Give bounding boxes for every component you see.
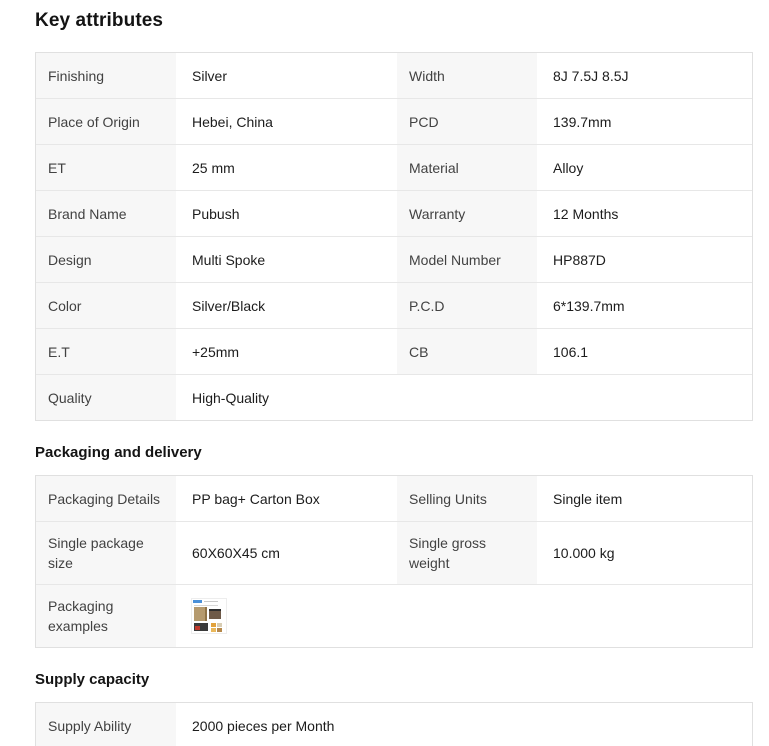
- thumb-pallet-photo: [209, 609, 221, 619]
- table-row: [36, 283, 752, 329]
- thumb-carton-photo: [194, 607, 207, 621]
- attribute-value: High-Quality: [192, 389, 270, 406]
- attribute-value: 60X60X45 cm: [192, 545, 280, 561]
- table-row: [36, 329, 752, 375]
- attribute-label: Supply Ability: [36, 703, 176, 746]
- attribute-label: Place of Origin: [36, 99, 176, 144]
- section-title: Key attributes: [35, 10, 164, 31]
- attribute-value: 106.1: [553, 343, 589, 360]
- attribute-value: Pubush: [192, 205, 240, 222]
- table-row: [36, 99, 752, 145]
- section-title: Packaging and delivery: [35, 444, 202, 461]
- attribute-value: 6*139.7mm: [553, 297, 625, 314]
- attribute-label: PCD: [397, 99, 537, 144]
- attribute-value: 10.000 kg: [553, 545, 615, 561]
- table-row: [36, 522, 752, 585]
- attribute-value: PP bag+ Carton Box: [192, 490, 320, 507]
- attribute-label: CB: [397, 329, 537, 374]
- attribute-label: Model Number: [397, 237, 537, 282]
- section-title: Supply capacity: [35, 671, 150, 688]
- attribute-value: 8J 7.5J 8.5J: [553, 67, 629, 84]
- thumb-text-line: [204, 601, 218, 602]
- thumb-color-swatch: [217, 623, 222, 627]
- attribute-label: Quality: [36, 375, 176, 420]
- attribute-label: Color: [36, 283, 176, 328]
- attribute-value: 2000 pieces per Month: [192, 717, 335, 734]
- attribute-value: 25 mm: [192, 159, 235, 176]
- attribute-table: [35, 52, 753, 421]
- attribute-label: Packaging Details: [36, 476, 176, 521]
- table-row: [36, 476, 752, 522]
- thumb-color-swatch: [217, 628, 222, 632]
- attribute-value: 139.7mm: [553, 113, 612, 130]
- thumb-text-line: [194, 605, 218, 606]
- attribute-label: Packaging examples: [36, 585, 176, 647]
- attribute-label: Design: [36, 237, 176, 282]
- table-row: [36, 585, 752, 647]
- attribute-label: Warranty: [397, 191, 537, 236]
- section-key-attributes: [35, 9, 737, 421]
- table-row: [36, 53, 752, 99]
- section-supply-capacity: [35, 671, 737, 746]
- attribute-value: Multi Spoke: [192, 251, 266, 268]
- attribute-label: Brand Name: [36, 191, 176, 236]
- attribute-label: Selling Units: [397, 476, 537, 521]
- table-row: [36, 375, 752, 420]
- table-row: [36, 191, 752, 237]
- attribute-value: Hebei, China: [192, 113, 273, 130]
- thumb-color-swatch: [211, 628, 216, 632]
- attribute-value: Single item: [553, 490, 623, 507]
- attribute-value: [176, 585, 752, 647]
- thumb-blue-bar: [193, 600, 202, 603]
- attribute-table: [35, 475, 753, 648]
- attribute-value: +25mm: [192, 343, 240, 360]
- attribute-label: Width: [397, 53, 537, 98]
- table-row: [36, 237, 752, 283]
- attribute-value: Alloy: [553, 159, 584, 176]
- attribute-value: 12 Months: [553, 205, 619, 222]
- attribute-value: Silver/Black: [192, 297, 266, 314]
- packaging-example-thumbnail[interactable]: [192, 599, 226, 633]
- table-row: [36, 703, 752, 746]
- attribute-label: P.C.D: [397, 283, 537, 328]
- attribute-table: [35, 702, 753, 746]
- thumb-truck-cab: [195, 626, 200, 630]
- attribute-label: Material: [397, 145, 537, 190]
- attribute-value: HP887D: [553, 251, 606, 268]
- attribute-label: Finishing: [36, 53, 176, 98]
- table-row: [36, 145, 752, 191]
- attribute-label: Single package size: [36, 522, 176, 584]
- attribute-label: E.T: [36, 329, 176, 374]
- thumb-color-swatch: [211, 623, 216, 627]
- attribute-label: Single gross weight: [397, 522, 537, 584]
- attribute-label: ET: [36, 145, 176, 190]
- section-packaging-and-delivery: [35, 444, 737, 648]
- attribute-value: Silver: [192, 67, 228, 84]
